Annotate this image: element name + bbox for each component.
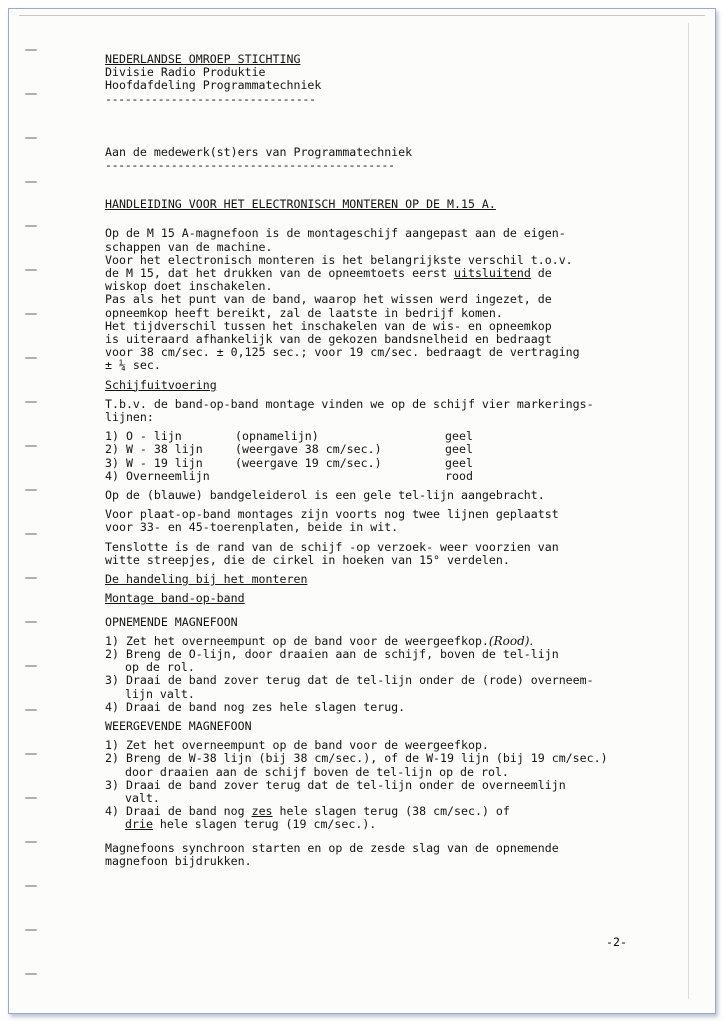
intro-para-4: Het tijdverschil tussen het inschakelen van de wis- en opneemkop is uiteraard afhankelijk van de gekozen bandsnelheid en bedraagt voor 38 cm/sec. ± 0,125 sec.; voor 19 cm/sec. bedraagt de vertraging ± ¼ sec. [105,318,580,373]
section-heading-schijf: Schijfuitvoering [105,377,217,392]
binder-hole-mark [25,885,37,887]
binder-hole-mark [25,665,37,667]
page-number: -2- [606,935,627,949]
binder-hole-mark [25,577,37,579]
weergevende-step-4: 4) Draai de band nog zes hele slagen terug (38 cm/sec.) of drie hele slagen terug (19 cm/sec.). [105,804,510,832]
weergevende-step-1: 1) Zet het overneempunt op de band voor de weergeefkop. [105,738,489,753]
weergevende-heading: WEERGEVENDE MAGNEFOON [105,718,252,733]
binder-hole-mark [25,621,37,623]
binder-hole-mark [25,929,37,931]
marking-line-row: 2) W - 38 lijn (weergave 38 cm/sec.) geel [105,442,473,457]
schijf-para-2: Voor plaat-op-band montages zijn voorts nog twee lijnen geplaatst voor 33- en 45-toerenplaten, beide in wit. [105,507,559,535]
schijf-lead: T.b.v. de band-op-band montage vinden we op de schijf vier markerings- lijnen: [105,396,594,425]
binder-hole-mark [25,93,37,95]
binder-hole-mark [25,401,37,403]
binder-hole-mark [25,973,37,975]
recipient-line: Aan de medewerk(st)ers van Programmatechniek [105,144,413,159]
binder-hole-mark [25,137,37,139]
binder-hole-mark [25,797,37,799]
handwritten-note: (Rood). [488,633,534,648]
closing-paragraph: Magnefoons synchroon starten en op de zesde slag van de opnemende magnefoon bijdrukken. [105,840,559,868]
binder-hole-mark [25,181,37,183]
intro-para-2b: wiskop doet inschakelen. [105,279,273,294]
binder-hole-mark [25,269,37,271]
intro-para-2: Voor het electronisch monteren is het belangrijkste verschil t.o.v. de M 15, dat het drukken van de opneemtoets eerst uitsluitend de [105,252,573,281]
schijf-para-1: Op de (blauwe) bandgeleiderol is een gele tel-lijn aangebracht. [105,488,545,503]
document-title: HANDLEIDING VOOR HET ELECTRONISCH MONTEREN OP DE M.15 A. [105,197,496,212]
marking-line-row: 3) W - 19 lijn (weergave 19 cm/sec.) geel [105,455,473,470]
division-name: Divisie Radio Produktie [105,65,266,80]
marking-line-row: 1) O - lijn (opnamelijn) geel [105,429,473,444]
document-page [8,8,716,1014]
org-name: NEDERLANDSE OMROEP STICHTING [105,52,301,66]
binder-hole-mark [25,445,37,447]
weergevende-step-3: 3) Draai de band zover terug dat de tel-lijn onder de overneemlijn valt. [105,777,566,805]
binder-hole-mark [25,313,37,315]
opnemende-step-3: 3) Draai de band zover terug dat de tel-lijn onder de (rode) overneem- lijn valt. [105,673,594,701]
intro-para-3: Pas als het punt van de band, waarop het wissen werd ingezet, de opneemkop heeft bereikt, zal de laatste in bedrijf komen. [105,292,552,320]
department-name: Hoofdafdeling Programmatechniek [105,78,322,93]
marking-line-row: 4) Overneemlijn rood [105,468,473,483]
binder-hole-mark [25,533,37,535]
letter-body [105,53,695,868]
binder-hole-mark [25,49,37,51]
opnemende-heading: OPNEMENDE MAGNEFOON [105,614,238,629]
binder-hole-mark [25,753,37,755]
binder-hole-mark [25,357,37,359]
header-rule: -------------------------------- [105,91,316,106]
binder-hole-mark [25,489,37,491]
weergevende-step-2: 2) Breng de W-38 lijn (bij 38 cm/sec.), of de W-19 lijn (bij 19 cm/sec.) door draaien aan de schijf boven de tel-lijn op de rol. [105,751,608,779]
opnemende-step-2: 2) Breng de O-lijn, door draaien aan de schijf, boven de tel-lijn op de rol. [105,646,559,675]
binder-hole-mark [25,841,37,843]
intro-para-1: Op de M 15 A-magnefoon is de montageschijf aangepast aan de eigen- schappen van de machine. [105,226,566,254]
binder-hole-mark [25,225,37,227]
schijf-para-3: Tenslotte is de rand van de schijf -op verzoek- weer voorzien van witte streepjes, die de cirkel in hoeken van 15° verdelen. [105,539,559,567]
opnemende-step-1: 1) Zet het overneempunt op de band voor de weergeefkop.(Rood). [105,633,534,648]
subheading-band-op-band: Montage band-op-band [105,591,245,606]
recipient-rule: -------------------------------------------- [105,158,395,173]
binder-hole-mark [25,709,37,711]
opnemende-step-4: 4) Draai de band nog zes hele slagen terug. [105,699,406,714]
binder-holes [19,9,49,1013]
scan-edge-top [19,15,705,16]
section-heading-handeling: De handeling bij het monteren [105,572,308,587]
